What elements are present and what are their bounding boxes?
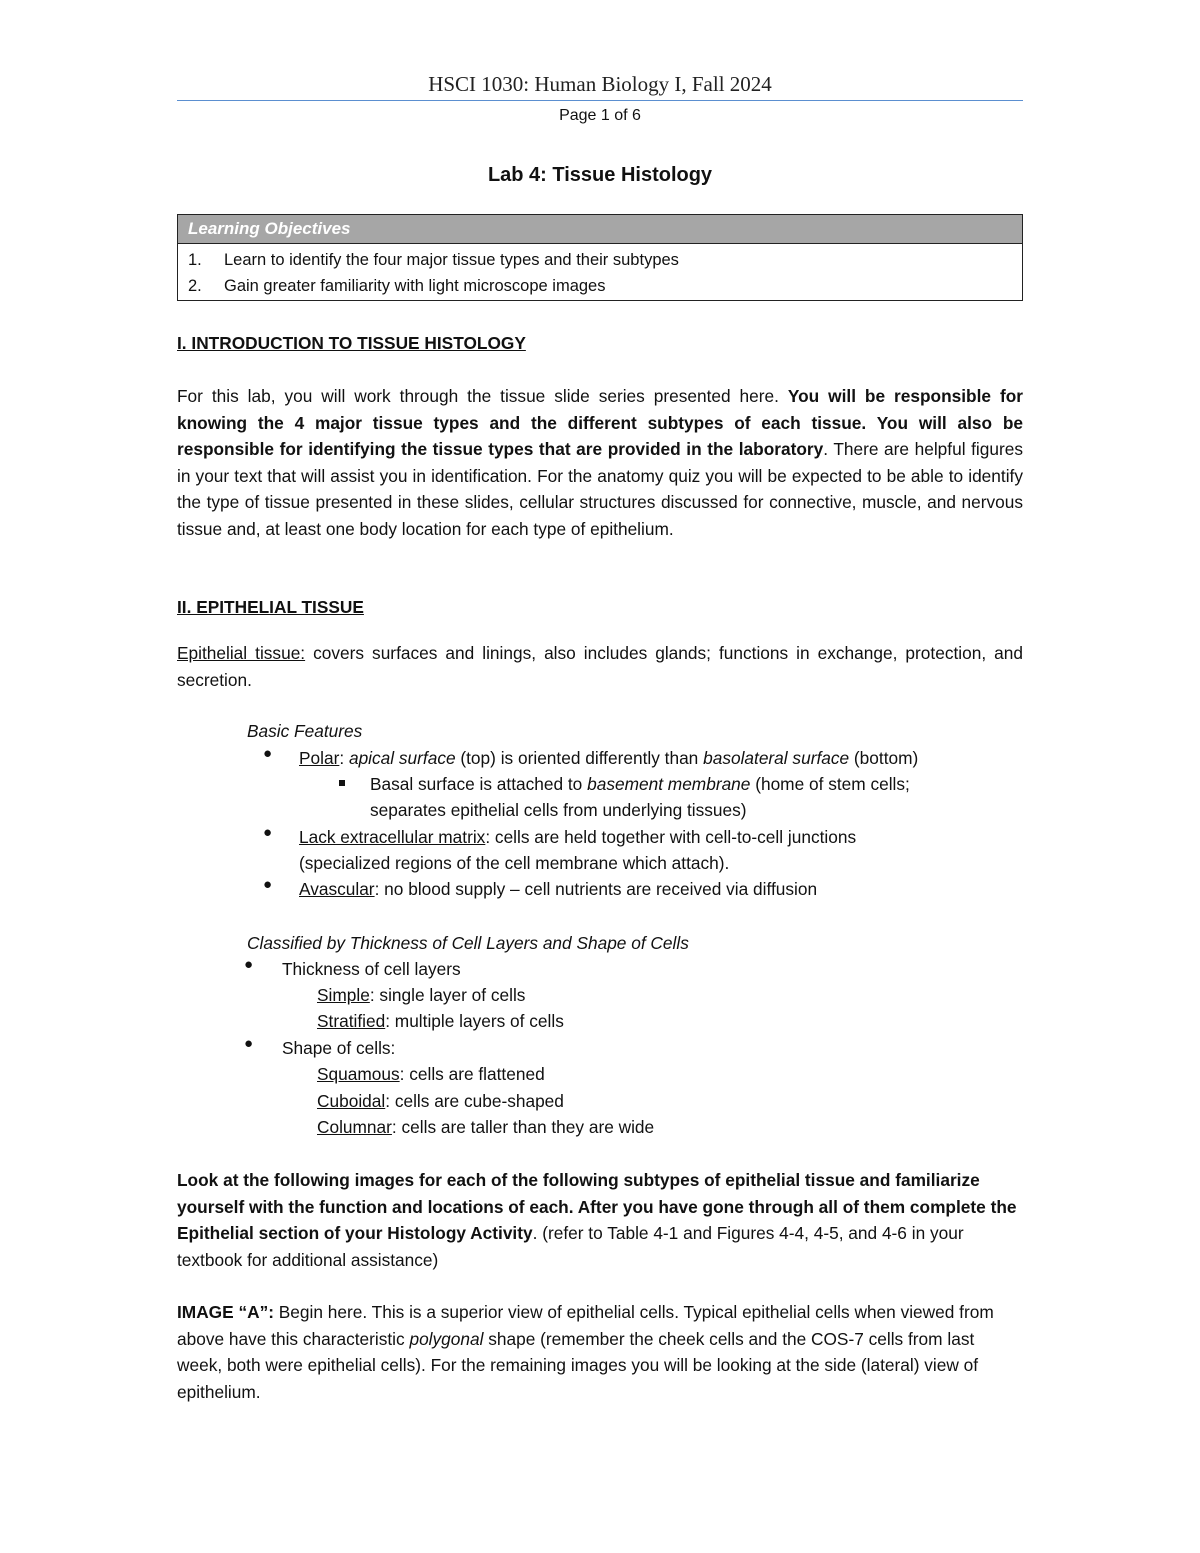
feature-basal: Basal surface is attached to basement membrane (home of stem cells; <box>370 774 910 794</box>
cuboidal-item: Cuboidal: cells are cube-shaped <box>317 1091 564 1111</box>
section-2-heading: II. EPITHELIAL TISSUE <box>177 597 364 617</box>
bullet-icon: ● <box>263 824 273 841</box>
objective-text: Gain greater familiarity with light microscope images <box>224 277 606 295</box>
square-bullet-icon <box>339 780 345 786</box>
objective-text: Learn to identify the four major tissue types and their subtypes <box>224 251 679 269</box>
objectives-list <box>178 244 1022 299</box>
stratified-item: Stratified: multiple layers of cells <box>317 1011 564 1031</box>
page-number: Page 1 of 6 <box>559 107 641 124</box>
basic-features-title: Basic Features <box>247 721 363 741</box>
objective-number: 2. <box>188 277 202 295</box>
bullet-icon: ● <box>263 876 273 893</box>
feature-basal-line2: separates epithelial cells from underlying tissues) <box>370 800 747 820</box>
epithelial-definition: Epithelial tissue: covers surfaces and linings, also includes glands; functions in exchange, protection, and secretion. <box>177 643 1023 690</box>
classified-title: Classified by Thickness of Cell Layers and Shape of Cells <box>247 933 689 953</box>
image-a-paragraph: IMAGE “A”: Begin here. This is a superior view of epithelial cells. Typical epithelial cells when viewed from above have this characteristic polygonal shape (remember the cheek cells and the COS-7 cells from last week, both were epithelial cells). For the remaining images you will be looking at the side (lateral) view of epithelium. <box>177 1302 994 1402</box>
feature-polar: Polar: apical surface (top) is oriented differently than basolateral surface (bottom) <box>299 748 919 768</box>
feature-lack-ecm-line2: (specialized regions of the cell membrane which attach). <box>299 853 730 873</box>
bullet-icon: ● <box>263 745 273 762</box>
columnar-item: Columnar: cells are taller than they are wide <box>317 1117 655 1137</box>
bullet-icon: ● <box>244 1035 254 1052</box>
thickness-heading: Thickness of cell layers <box>282 959 461 979</box>
shape-heading: Shape of cells: <box>282 1038 396 1058</box>
feature-avascular: Avascular: no blood supply – cell nutrients are received via diffusion <box>299 879 818 899</box>
feature-lack-ecm: Lack extracellular matrix: cells are held together with cell-to-cell junctions <box>299 827 857 847</box>
objective-number: 1. <box>188 251 202 269</box>
objective-item <box>188 273 1022 299</box>
squamous-item: Squamous: cells are flattened <box>317 1064 545 1084</box>
lab-title: Lab 4: Tissue Histology <box>487 164 713 186</box>
learning-objectives-box <box>177 214 1023 301</box>
intro-paragraph: For this lab, you will work through the tissue slide series presented here. You will be responsible for knowing the 4 major tissue types and the different subtypes of each tissue. You will also be responsible for identifying the tissue types that are provided in the laboratory. There are helpful figures in your text that will assist you in identification. For the anatomy quiz you will be expected to be able to identify the type of tissue presented in these slides, cellular structures discussed for connective, muscle, and nervous tissue and, at least one body location for each type of epithelium. <box>177 386 1024 539</box>
objectives-heading: Learning Objectives <box>178 215 1022 244</box>
section-1-heading: I. INTRODUCTION TO TISSUE HISTOLOGY <box>177 333 526 353</box>
simple-item: Simple: single layer of cells <box>317 985 526 1005</box>
course-header: HSCI 1030: Human Biology I, Fall 2024 <box>428 72 772 96</box>
bullet-icon: ● <box>244 956 254 973</box>
instructions-paragraph: Look at the following images for each of the following subtypes of epithelial tissue and familiarize yourself with the function and locations of each. After you have gone through all of them complete the Epithelial section of your Histology Activity. (refer to Table 4-1 and Figures 4-4, 4-5, and 4-6 in your textbook for additional assistance) <box>177 1170 1017 1270</box>
objective-item <box>188 247 1022 273</box>
image-a-label: IMAGE “A”: <box>177 1302 274 1322</box>
header-divider <box>177 100 1023 101</box>
